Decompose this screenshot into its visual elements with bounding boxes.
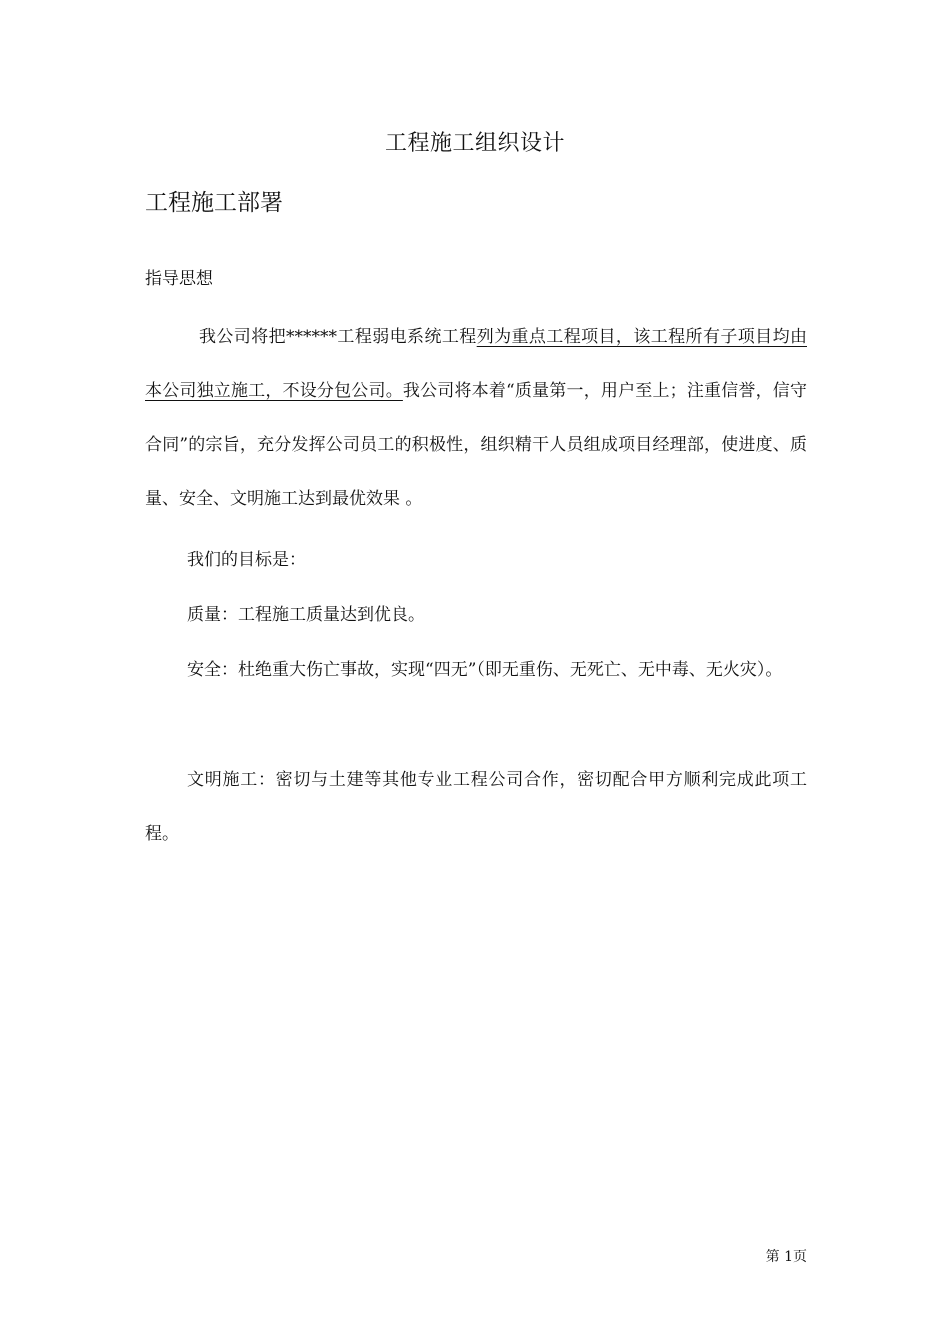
document-title: 工程施工组织设计 (384, 131, 565, 156)
intro-paragraph (145, 310, 807, 526)
section-heading: 工程施工部署 (145, 190, 283, 216)
sub-heading: 指导思想 (145, 269, 213, 289)
goals-intro: 我们的目标是： (187, 550, 306, 570)
goal-civilized-construction: 文明施工：密切与土建等其他专业工程公司合作，密切配合甲方顺利完成此项工程。 (145, 770, 807, 844)
goal-safety: 安全：杜绝重大伤亡事故，实现“四无”（即无重伤、无死亡、无中毒、无火灾）。 (187, 660, 783, 680)
goal-quality: 质量：工程施工质量达到优良。 (187, 605, 425, 625)
page-number: 第 1页 (765, 1249, 807, 1265)
intro-text-start: 我公司将把******工程弱电系统工程 (199, 327, 477, 347)
intro-underlined-text: 列为重点工程项目，该工程所有子项目均由本公司独立施工，不设分包公司。 (145, 327, 807, 401)
intro-text-end: 我公司将本着“质量第一，用户至上；注重信誉，信守合同”的宗旨，充分发挥公司员工的积极性，组织精干人员组成项目经理部，使进度、质量、安全、文明施工达到最优效果 。 (145, 381, 807, 509)
